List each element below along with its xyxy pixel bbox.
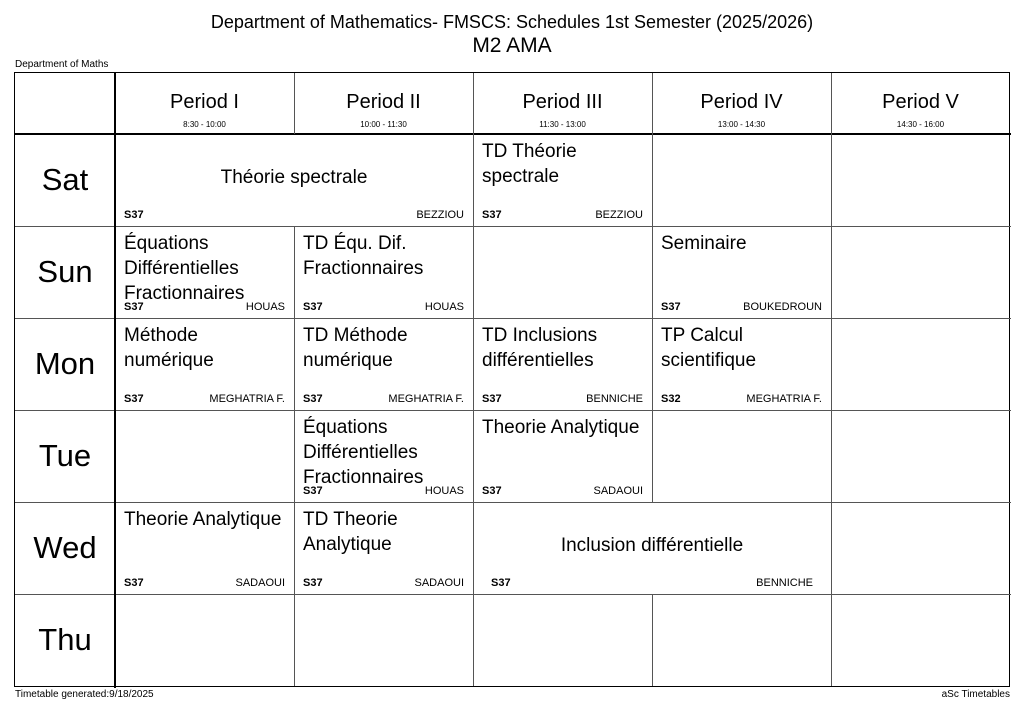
session-teacher: MEGHATRIA F. bbox=[746, 393, 822, 405]
session-cell bbox=[115, 134, 473, 226]
session-subject: TD Inclusions différentielles bbox=[482, 325, 598, 371]
session-cell bbox=[115, 502, 294, 594]
session-subject: Équations Différentielles Fractionnaires bbox=[303, 417, 424, 488]
period-name: Period III bbox=[522, 91, 603, 113]
session-cell bbox=[294, 502, 473, 594]
session-subject: TD Theorie Analytique bbox=[303, 509, 398, 555]
session-subject: Theorie Analytique bbox=[124, 509, 282, 530]
period-header bbox=[831, 73, 1010, 134]
session-room: S37 bbox=[303, 577, 323, 589]
column-divider bbox=[473, 226, 474, 318]
session-cell bbox=[294, 410, 473, 502]
session-cell bbox=[294, 226, 473, 318]
column-divider bbox=[831, 226, 832, 318]
session-room: S37 bbox=[124, 209, 144, 221]
session-room: S37 bbox=[661, 301, 681, 313]
timetable-grid bbox=[14, 72, 1010, 687]
day-label: Thu bbox=[38, 622, 92, 657]
day-label: Mon bbox=[34, 346, 96, 381]
session-subject: Méthode numérique bbox=[124, 325, 214, 371]
column-divider bbox=[473, 73, 474, 134]
period-time: 14:30 - 16:00 bbox=[896, 120, 945, 129]
column-divider bbox=[831, 134, 832, 226]
department-label: Department of Maths bbox=[15, 59, 109, 70]
session-room: S37 bbox=[124, 577, 144, 589]
session-teacher: HOUAS bbox=[424, 301, 464, 313]
column-divider bbox=[652, 73, 653, 134]
session-cell bbox=[115, 226, 294, 318]
period-time: 10:00 - 11:30 bbox=[360, 120, 407, 129]
column-divider bbox=[652, 410, 653, 502]
session-cell bbox=[473, 502, 831, 594]
session-subject: Theorie Analytique bbox=[482, 417, 640, 438]
session-room: S37 bbox=[482, 393, 502, 405]
period-name: Period II bbox=[346, 91, 421, 113]
class-name: M2 AMA bbox=[472, 34, 552, 57]
period-time: 8:30 - 10:00 bbox=[183, 120, 226, 129]
period-name: Period I bbox=[170, 91, 239, 113]
session-teacher: BENNICHE bbox=[586, 393, 643, 405]
session-teacher: BEZZIOU bbox=[595, 209, 643, 221]
column-divider bbox=[294, 594, 295, 686]
footer-brand: aSc Timetables bbox=[941, 689, 1010, 700]
row-divider bbox=[15, 594, 1011, 595]
session-room: S37 bbox=[491, 577, 511, 589]
session-cell bbox=[473, 318, 652, 410]
session-teacher: SADAOUI bbox=[414, 577, 464, 589]
session-teacher: SADAOUI bbox=[593, 485, 643, 497]
session-room: S37 bbox=[482, 485, 502, 497]
session-cell bbox=[473, 134, 652, 226]
session-cell bbox=[473, 410, 652, 502]
column-divider bbox=[831, 73, 832, 134]
session-teacher: BENNICHE bbox=[756, 577, 813, 589]
day-label: Sun bbox=[37, 254, 93, 289]
column-divider bbox=[652, 134, 653, 226]
day-label: Wed bbox=[33, 530, 97, 565]
session-teacher: BOUKEDROUN bbox=[743, 301, 822, 313]
period-header bbox=[115, 73, 294, 134]
period-name: Period IV bbox=[700, 91, 783, 113]
footer-generated: Timetable generated:9/18/2025 bbox=[15, 689, 154, 700]
period-name: Period V bbox=[882, 91, 959, 113]
session-room: S37 bbox=[303, 301, 323, 313]
session-teacher: HOUAS bbox=[245, 301, 285, 313]
column-divider bbox=[652, 594, 653, 686]
session-subject: TP Calcul scientifique bbox=[661, 325, 757, 371]
session-teacher: SADAOUI bbox=[235, 577, 285, 589]
session-subject: Théorie spectrale bbox=[220, 166, 368, 188]
session-subject: Équations Différentielles Fractionnaires bbox=[124, 233, 245, 304]
session-teacher: MEGHATRIA F. bbox=[388, 393, 464, 405]
session-room: S37 bbox=[303, 393, 323, 405]
session-cell bbox=[652, 318, 831, 410]
session-cell bbox=[652, 226, 831, 318]
column-divider bbox=[831, 318, 832, 410]
session-cell bbox=[115, 318, 294, 410]
session-subject: TD Méthode numérique bbox=[303, 325, 408, 371]
session-room: S37 bbox=[303, 485, 323, 497]
page-title: Department of Mathematics- FMSCS: Schedules 1st Semester (2025/2026) bbox=[210, 12, 814, 32]
period-header bbox=[473, 73, 652, 134]
column-divider bbox=[831, 594, 832, 686]
session-room: S37 bbox=[124, 393, 144, 405]
session-teacher: HOUAS bbox=[424, 485, 464, 497]
column-divider bbox=[831, 410, 832, 502]
period-time: 11:30 - 13:00 bbox=[539, 120, 586, 129]
session-room: S37 bbox=[482, 209, 502, 221]
session-teacher: BEZZIOU bbox=[416, 209, 464, 221]
session-subject: TD Équ. Dif. Fractionnaires bbox=[303, 233, 424, 279]
session-room: S32 bbox=[661, 393, 681, 405]
column-divider bbox=[294, 73, 295, 134]
period-header bbox=[652, 73, 831, 134]
session-room: S37 bbox=[124, 301, 144, 313]
day-label: Tue bbox=[38, 438, 92, 473]
session-subject: Seminaire bbox=[661, 233, 747, 254]
day-label: Sat bbox=[41, 162, 89, 197]
session-subject: TD Théorie spectrale bbox=[482, 141, 577, 187]
period-header bbox=[294, 73, 473, 134]
column-divider bbox=[473, 594, 474, 686]
session-subject: Inclusion différentielle bbox=[560, 534, 744, 556]
period-time: 13:00 - 14:30 bbox=[717, 120, 766, 129]
session-teacher: MEGHATRIA F. bbox=[209, 393, 285, 405]
session-cell bbox=[294, 318, 473, 410]
column-divider bbox=[831, 502, 832, 594]
